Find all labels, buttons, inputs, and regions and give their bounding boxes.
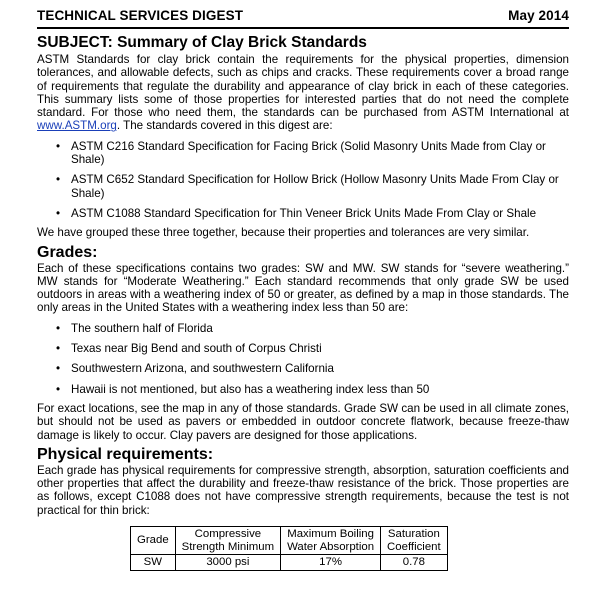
climate-paragraph: For exact locations, see the map in any of those standards. Grade SW can be used in all climate zones, but should not be used as pavers or embedded in outdoor concrete flatwork, because freeze-thaw damage is likely to occur. Clay pavers are designed for those applications. (37, 401, 569, 442)
table-header (281, 527, 381, 555)
table-cell: 3000 psi (175, 555, 280, 571)
table-cell: SW (131, 555, 176, 571)
bullet-icon: • (56, 382, 61, 396)
header-line: Grade (137, 534, 169, 547)
document-page (37, 0, 569, 571)
header-line: Water Absorption (287, 540, 375, 553)
bullet-icon: • (56, 206, 61, 220)
table-header (381, 527, 448, 555)
header-line: Saturation (387, 528, 440, 541)
grades-paragraph: Each of these specifications contains two grades: SW and MW. SW stands for “severe weathering.” MW stands for “Moderate Weathering.” Each standard recommends that only grade SW be used outdoors in areas with a weathering index of 50 or greater, as defined by a map in those standards. The only areas in the United States with a weathering index less than 50 are: (37, 261, 569, 315)
list-item (37, 140, 569, 167)
area-item: Texas near Big Bend and south of Corpus Christi (71, 342, 322, 356)
physical-heading: Physical requirements: (37, 445, 214, 463)
bullet-icon: • (56, 139, 61, 153)
intro-text: ASTM Standards for clay brick contain the requirements for the physical properties, dimension tolerances, and allowable defects, such as chips and cracks. These requirements cover a broad range of requirements that regulate the durability and appearance of clay brick in each of these categories. This summary lists some of those properties for interested parties that do not need the complete standard. For those who need them, the standards can be purchased from ASTM International at (37, 53, 569, 120)
header-line: Maximum Boiling (287, 528, 374, 541)
requirements-table (130, 526, 448, 571)
digest-header (37, 0, 569, 29)
list-item (37, 322, 569, 335)
bullet-icon: • (56, 342, 61, 356)
physical-paragraph: Each grade has physical requirements for compressive strength, absorption, saturation coefficients and other properties that affect the durability and freeze-thaw resistance of the brick. Those properties are as follows, except C1088 does not have compressive strength requirements, because the test is not practical for thin brick: (37, 463, 569, 517)
list-item (37, 342, 569, 355)
table-header (175, 527, 280, 555)
list-item (37, 173, 569, 200)
intro-paragraph (37, 53, 569, 133)
bullet-icon: • (56, 362, 61, 376)
bullet-icon: • (56, 173, 61, 187)
header-line: Strength Minimum (181, 540, 275, 553)
area-item: Hawaii is not mentioned, but also has a weathering index less than 50 (71, 382, 430, 396)
standard-item: ASTM C1088 Standard Specification for Thin Veneer Brick Units Made From Clay or Shale (71, 206, 537, 220)
grouped-paragraph: We have grouped these three together, because their properties and tolerances are very similar. (37, 226, 530, 240)
header-line: Compressive (194, 528, 262, 541)
list-item (37, 362, 569, 375)
table-cell: 0.78 (381, 555, 448, 571)
list-item (37, 383, 569, 396)
intro-text-end: . The standards covered in this digest are: (116, 119, 333, 133)
areas-list (37, 322, 569, 396)
table-header-row (131, 527, 448, 555)
subject-heading: SUBJECT: Summary of Clay Brick Standards (37, 34, 367, 51)
digest-date: May 2014 (508, 8, 569, 23)
standards-list (37, 140, 569, 220)
area-item: Southwestern Arizona, and southwestern California (71, 362, 334, 376)
table-header (131, 527, 176, 555)
table-row (131, 555, 448, 571)
list-item (37, 207, 569, 220)
standard-item: ASTM C216 Standard Specification for Facing Brick (Solid Masonry Units Made from Clay or Shale) (71, 139, 546, 167)
table-cell: 17% (281, 555, 381, 571)
astm-link[interactable]: www.ASTM.org (37, 119, 117, 133)
area-item: The southern half of Florida (71, 321, 213, 335)
standard-item: ASTM C652 Standard Specification for Hollow Brick (Hollow Masonry Units Made From Clay or Shale) (71, 173, 559, 200)
digest-title: TECHNICAL SERVICES DIGEST (37, 8, 244, 23)
header-line: Coefficient (387, 540, 441, 553)
grades-heading: Grades: (37, 243, 98, 261)
bullet-icon: • (56, 321, 61, 335)
